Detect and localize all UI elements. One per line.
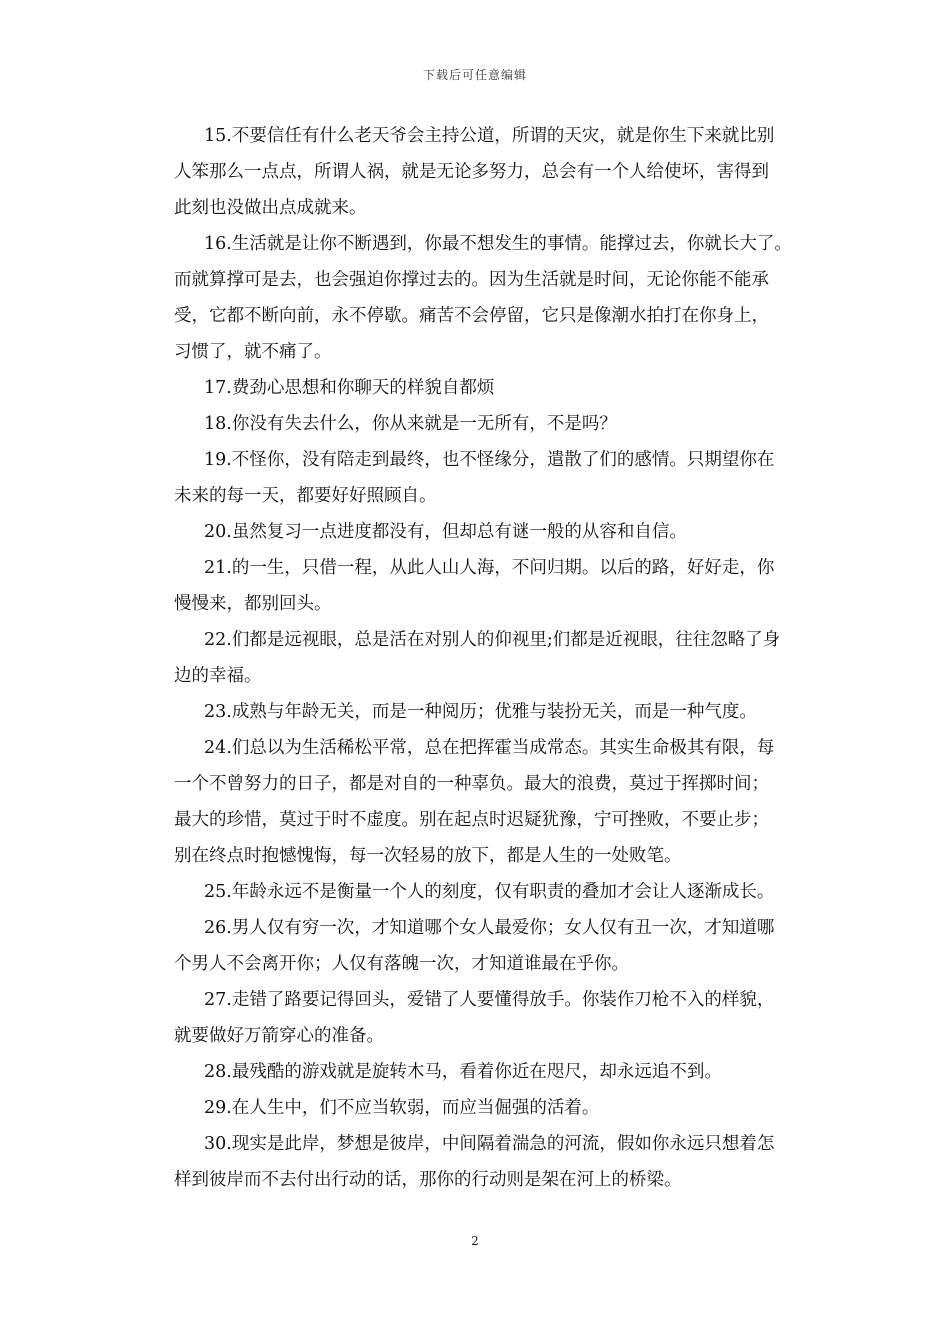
paragraph-line: 30.现实是此岸，梦想是彼岸，中间隔着湍急的河流，假如你永远只想着怎 [204, 1134, 775, 1154]
paragraph-line: 人笨那么一点点，所谓人祸，就是无论多努力，总会有一个人给使坏，害得到 [174, 162, 769, 182]
paragraph-20 [144, 514, 808, 550]
paragraph-line: 一个不曾努力的日子，都是对自的一种辜负。最大的浪费，莫过于挥掷时间； [174, 774, 769, 794]
document-body [144, 118, 808, 1198]
paragraph-line: 21.的一生，只借一程，从此人山人海，不问归期。以后的路，好好走，你 [204, 558, 775, 578]
paragraph-line: 别在终点时抱憾愧悔，每一次轻易的放下，都是人生的一处败笔。 [174, 846, 682, 866]
paragraph-line: 27.走错了路要记得回头，爱错了人要懂得放手。你装作刀枪不入的样貌， [204, 990, 775, 1010]
paragraph-line: 26.男人仅有穷一次，才知道哪个女人最爱你；女人仅有丑一次，才知道哪 [204, 918, 775, 938]
paragraph-line: 习惯了，就不痛了。 [174, 342, 332, 362]
paragraph-23 [144, 694, 808, 730]
paragraph-line: 23.成熟与年龄无关，而是一种阅历；优雅与装扮无关，而是一种气度。 [204, 702, 757, 722]
paragraph-24 [144, 730, 808, 874]
paragraph-line: 最大的珍惜，莫过于时不虚度。别在起点时迟疑犹豫，宁可挫败，不要止步； [174, 810, 769, 830]
paragraph-18 [144, 406, 808, 442]
paragraph-line: 慢慢来，都别回头。 [174, 594, 332, 614]
paragraph-line: 22.们都是远视眼，总是活在对别人的仰视里;们都是近视眼，往往忽略了身 [204, 630, 781, 650]
paragraph-line: 样到彼岸而不去付出行动的话，那你的行动则是架在河上的桥梁。 [174, 1170, 682, 1190]
paragraph-29 [144, 1090, 808, 1126]
paragraph-line: 受，它都不断向前，永不停歇。痛苦不会停留，它只是像潮水拍打在你身上， [174, 306, 769, 326]
paragraph-line: 17.费劲心思想和你聊天的样貌自都烦 [204, 378, 495, 398]
paragraph-line: 24.们总以为生活稀松平常，总在把挥霍当成常态。其实生命极其有限，每 [204, 738, 775, 758]
paragraph-line: 个男人不会离开你；人仅有落魄一次，才知道谁最在乎你。 [174, 954, 629, 974]
paragraph-26 [144, 910, 808, 982]
paragraph-line: 29.在人生中，们不应当软弱，而应当倔强的活着。 [204, 1098, 600, 1118]
paragraph-line: 15.不要信任有什么老天爷会主持公道，所谓的天灾，就是你生下来就比别 [204, 126, 775, 146]
paragraph-line: 未来的每一天，都要好好照顾自。 [174, 486, 437, 506]
paragraph-line: 28.最残酷的游戏就是旋转木马，看着你近在咫尺，却永远追不到。 [204, 1062, 722, 1082]
paragraph-line: 18.你没有失去什么，你从来就是一无所有，不是吗？ [204, 414, 617, 434]
paragraph-line: 就要做好万箭穿心的准备。 [174, 1026, 384, 1046]
page-header: 下载后可任意编辑 [422, 68, 527, 82]
paragraph-25 [144, 874, 808, 910]
paragraph-22 [144, 622, 808, 694]
paragraph-line: 16.生活就是让你不断遇到，你最不想发生的事情。能撑过去，你就长大了。 [204, 234, 792, 254]
paragraph-27 [144, 982, 808, 1054]
page-number: 2 [471, 1234, 479, 1248]
paragraph-15 [144, 118, 808, 226]
paragraph-17 [144, 370, 808, 406]
paragraph-line: 19.不怪你，没有陪走到最终，也不怪缘分，遣散了们的感情。只期望你在 [204, 450, 775, 470]
paragraph-19 [144, 442, 808, 514]
paragraph-line: 25.年龄永远不是衡量一个人的刻度，仅有职责的叠加才会让人逐渐成长。 [204, 882, 775, 902]
paragraph-16 [144, 226, 808, 370]
paragraph-21 [144, 550, 808, 622]
paragraph-28 [144, 1054, 808, 1090]
paragraph-line: 此刻也没做出点成就来。 [174, 198, 367, 218]
paragraph-30 [144, 1126, 808, 1198]
paragraph-line: 边的幸福。 [174, 666, 262, 686]
paragraph-line: 20.虽然复习一点进度都没有，但却总有谜一般的从容和自信。 [204, 522, 687, 542]
paragraph-line: 而就算撑可是去，也会强迫你撑过去的。因为生活就是时间，无论你能不能承 [174, 270, 769, 290]
